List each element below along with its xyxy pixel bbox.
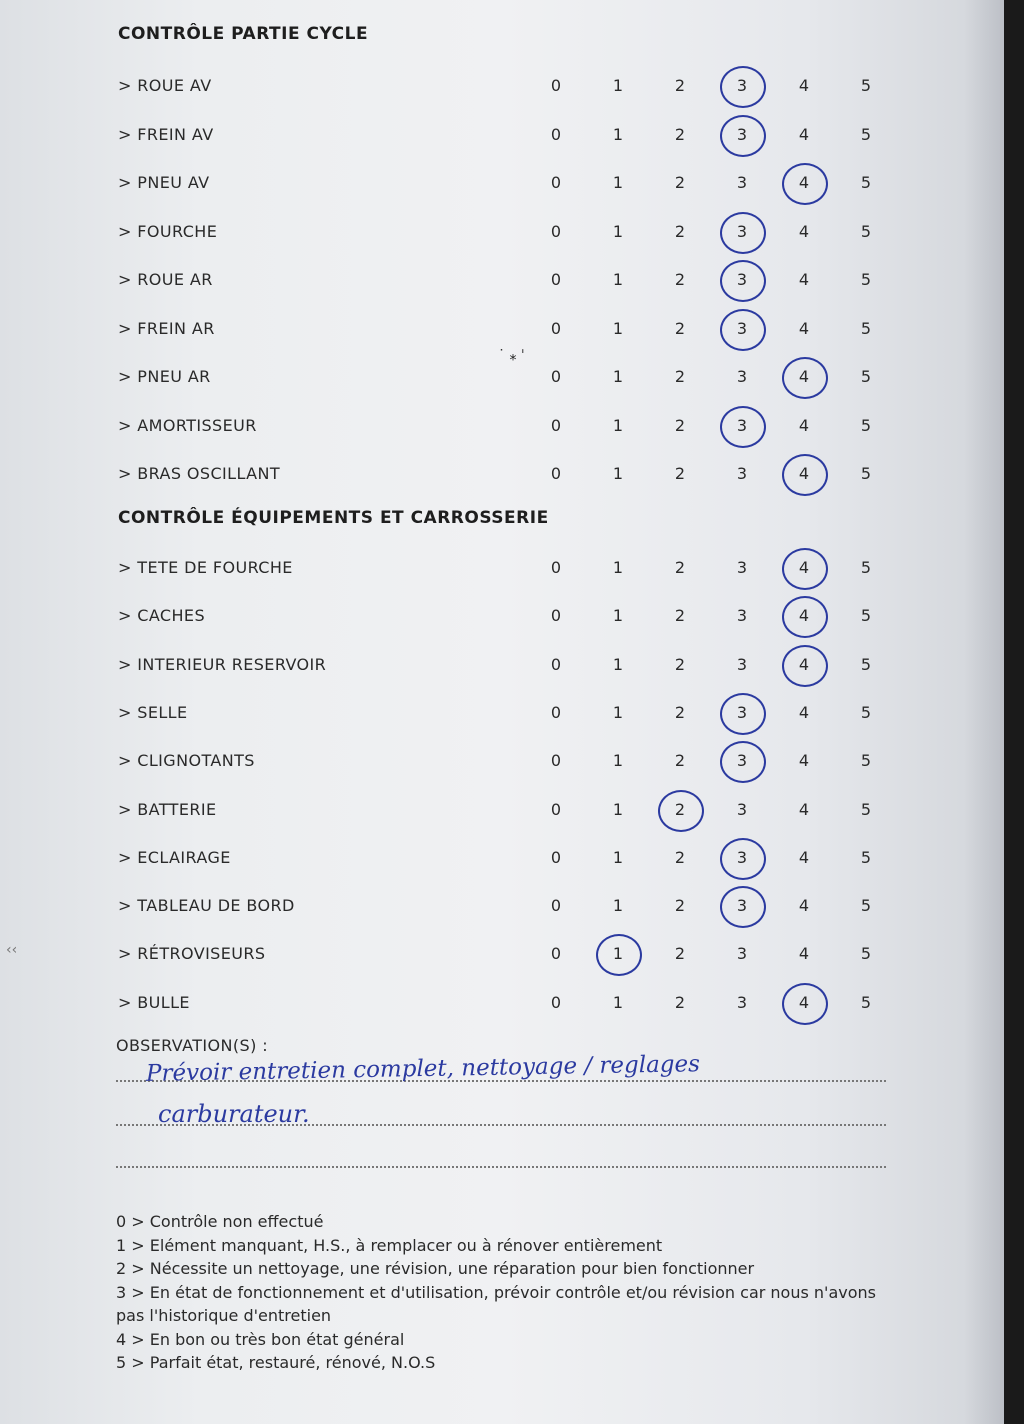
selected-score-circle xyxy=(782,548,828,590)
checklist-row xyxy=(0,699,1004,729)
ink-speck: ‹‹ xyxy=(6,942,18,958)
row-label: > INTERIEUR RESERVOIR xyxy=(118,654,327,674)
row-label: > CLIGNOTANTS xyxy=(118,751,255,771)
selected-score-circle xyxy=(720,309,766,351)
score-option-4[interactable]: 4 xyxy=(798,847,810,867)
score-option-2[interactable]: 2 xyxy=(674,76,686,95)
score-option-1[interactable]: 1 xyxy=(612,464,624,483)
score-option-4[interactable]: 4 xyxy=(798,367,810,386)
score-option-4[interactable]: 4 xyxy=(798,76,810,95)
selected-score-circle xyxy=(782,163,828,205)
score-option-3[interactable]: 3 xyxy=(736,751,748,771)
score-option-5[interactable]: 5 xyxy=(860,751,872,771)
checklist-row xyxy=(0,554,1004,584)
score-option-3[interactable]: 3 xyxy=(736,270,748,289)
score-option-3[interactable]: 3 xyxy=(736,221,748,241)
score-option-1[interactable]: 1 xyxy=(612,367,624,386)
score-option-0[interactable]: 0 xyxy=(550,415,562,435)
score-option-3[interactable]: 3 xyxy=(736,76,748,95)
score-option-3[interactable]: 3 xyxy=(736,464,748,483)
score-option-2[interactable]: 2 xyxy=(674,654,686,674)
score-option-5[interactable]: 5 xyxy=(860,173,872,192)
score-option-5[interactable]: 5 xyxy=(860,464,872,483)
checklist-row xyxy=(0,363,1004,393)
score-option-5[interactable]: 5 xyxy=(860,558,872,577)
score-option-3[interactable]: 3 xyxy=(736,318,748,338)
score-option-1[interactable]: 1 xyxy=(612,702,624,722)
score-option-0[interactable]: 0 xyxy=(550,367,562,386)
score-option-3[interactable]: 3 xyxy=(736,367,748,386)
checklist-row xyxy=(0,940,1004,970)
score-option-3[interactable]: 3 xyxy=(736,173,748,192)
score-option-0[interactable]: 0 xyxy=(550,992,562,1012)
score-option-2[interactable]: 2 xyxy=(674,464,686,483)
score-option-5[interactable]: 5 xyxy=(860,367,872,386)
checklist-row xyxy=(0,121,1004,151)
score-option-1[interactable]: 1 xyxy=(612,558,624,577)
score-option-5[interactable]: 5 xyxy=(860,124,872,144)
score-option-4[interactable]: 4 xyxy=(798,464,810,483)
score-option-4[interactable]: 4 xyxy=(798,270,810,289)
score-option-1[interactable]: 1 xyxy=(612,654,624,674)
score-option-0[interactable]: 0 xyxy=(550,221,562,241)
row-label: > ROUE AR xyxy=(118,270,213,289)
checklist-row xyxy=(0,989,1004,1019)
score-option-0[interactable]: 0 xyxy=(550,896,562,916)
score-option-5[interactable]: 5 xyxy=(860,702,872,722)
checklist-row xyxy=(0,747,1004,777)
row-label: > CACHES xyxy=(118,606,205,626)
checklist-row xyxy=(0,651,1004,681)
score-option-3[interactable]: 3 xyxy=(736,558,748,577)
score-option-0[interactable]: 0 xyxy=(550,606,562,626)
score-option-3[interactable]: 3 xyxy=(736,702,748,722)
score-option-1[interactable]: 1 xyxy=(612,799,624,819)
checklist-row xyxy=(0,412,1004,442)
score-option-4[interactable]: 4 xyxy=(798,799,810,819)
score-option-2[interactable]: 2 xyxy=(674,221,686,241)
score-option-2[interactable]: 2 xyxy=(674,799,686,819)
legend-item: 5 > Parfait état, restauré, rénové, N.O.S xyxy=(116,1353,436,1372)
score-option-1[interactable]: 1 xyxy=(612,606,624,626)
score-option-2[interactable]: 2 xyxy=(674,318,686,338)
score-option-0[interactable]: 0 xyxy=(550,558,562,577)
row-label: > BATTERIE xyxy=(118,799,217,819)
score-option-3[interactable]: 3 xyxy=(736,944,748,964)
legend-item: 1 > Elément manquant, H.S., à remplacer ou à rénover entièrement xyxy=(116,1235,663,1255)
checklist-row xyxy=(0,315,1004,345)
selected-score-circle xyxy=(782,357,828,399)
score-option-4[interactable]: 4 xyxy=(798,944,810,964)
selected-score-circle xyxy=(782,645,828,687)
score-option-1[interactable]: 1 xyxy=(612,270,624,289)
score-option-2[interactable]: 2 xyxy=(674,606,686,626)
score-option-1[interactable]: 1 xyxy=(612,896,624,916)
row-label: > ROUE AV xyxy=(118,76,212,95)
legend-item: 3 > En état de fonctionnement et d'utilisation, prévoir contrôle et/ou révision car nous n'avons pas l'historique d'entretien xyxy=(116,1282,876,1325)
row-label: > FOURCHE xyxy=(118,221,218,241)
section-title-equipment: CONTRÔLE ÉQUIPEMENTS ET CARROSSERIE xyxy=(118,508,549,528)
score-option-4[interactable]: 4 xyxy=(798,606,810,626)
observation-line-3 xyxy=(116,1166,886,1168)
score-option-3[interactable]: 3 xyxy=(736,896,748,916)
score-option-1[interactable]: 1 xyxy=(612,173,624,192)
score-option-5[interactable]: 5 xyxy=(860,944,872,964)
selected-score-circle xyxy=(720,260,766,302)
row-label: > TABLEAU DE BORD xyxy=(118,896,295,916)
score-option-5[interactable]: 5 xyxy=(860,318,872,338)
score-option-3[interactable]: 3 xyxy=(736,654,748,674)
checklist-row xyxy=(0,218,1004,248)
score-option-3[interactable]: 3 xyxy=(736,415,748,435)
row-label: > ECLAIRAGE xyxy=(118,847,231,867)
score-option-5[interactable]: 5 xyxy=(860,270,872,289)
score-option-5[interactable]: 5 xyxy=(860,847,872,867)
score-option-2[interactable]: 2 xyxy=(674,944,686,964)
score-option-5[interactable]: 5 xyxy=(860,896,872,916)
checklist-row xyxy=(0,460,1004,490)
selected-score-circle xyxy=(658,790,704,832)
selected-score-circle xyxy=(782,454,828,496)
legend xyxy=(116,1210,886,1375)
selected-score-circle xyxy=(782,596,828,638)
score-option-4[interactable]: 4 xyxy=(798,221,810,241)
checklist-row xyxy=(0,796,1004,826)
score-option-1[interactable]: 1 xyxy=(612,944,624,964)
legend-item: 2 > Nécessite un nettoyage, une révision, une réparation pour bien fonctionner xyxy=(116,1259,755,1278)
selected-score-circle xyxy=(720,406,766,448)
score-option-0[interactable]: 0 xyxy=(550,173,562,192)
score-option-2[interactable]: 2 xyxy=(674,896,686,916)
score-option-2[interactable]: 2 xyxy=(674,702,686,722)
score-option-4[interactable]: 4 xyxy=(798,173,810,192)
score-option-1[interactable]: 1 xyxy=(612,318,624,338)
score-option-0[interactable]: 0 xyxy=(550,464,562,483)
score-option-1[interactable]: 1 xyxy=(612,124,624,144)
section-title-cycle: CONTRÔLE PARTIE CYCLE xyxy=(118,24,369,44)
score-option-1[interactable]: 1 xyxy=(612,847,624,867)
score-option-3[interactable]: 3 xyxy=(736,606,748,626)
score-option-1[interactable]: 1 xyxy=(612,415,624,435)
score-option-5[interactable]: 5 xyxy=(860,654,872,674)
row-label: > SELLE xyxy=(118,702,188,722)
selected-score-circle xyxy=(720,115,766,157)
row-label: > PNEU AV xyxy=(118,173,210,192)
checklist-row xyxy=(0,844,1004,874)
checklist-row xyxy=(0,602,1004,632)
ink-speck: ˙ ⁎ ˈ xyxy=(498,348,525,364)
score-option-0[interactable]: 0 xyxy=(550,270,562,289)
row-label: > PNEU AR xyxy=(118,367,211,386)
score-option-2[interactable]: 2 xyxy=(674,124,686,144)
score-option-0[interactable]: 0 xyxy=(550,654,562,674)
observations-label: OBSERVATION(S) : xyxy=(116,1036,268,1055)
score-option-1[interactable]: 1 xyxy=(612,76,624,95)
handwritten-observation-1: Prévoir entretien complet, nettoyage / reglages xyxy=(145,1051,701,1087)
row-label: > FREIN AV xyxy=(118,124,214,144)
score-option-5[interactable]: 5 xyxy=(860,415,872,435)
score-option-0[interactable]: 0 xyxy=(550,799,562,819)
score-option-3[interactable]: 3 xyxy=(736,124,748,144)
score-option-1[interactable]: 1 xyxy=(612,751,624,771)
score-option-4[interactable]: 4 xyxy=(798,992,810,1012)
score-option-2[interactable]: 2 xyxy=(674,992,686,1012)
selected-score-circle xyxy=(720,886,766,928)
checklist-row xyxy=(0,892,1004,922)
selected-score-circle xyxy=(720,838,766,880)
score-option-1[interactable]: 1 xyxy=(612,221,624,241)
row-label: > BRAS OSCILLANT xyxy=(118,464,281,483)
score-option-1[interactable]: 1 xyxy=(612,992,624,1012)
score-option-4[interactable]: 4 xyxy=(798,558,810,577)
score-option-2[interactable]: 2 xyxy=(674,173,686,192)
score-option-2[interactable]: 2 xyxy=(674,367,686,386)
checklist-row xyxy=(0,169,1004,199)
score-option-5[interactable]: 5 xyxy=(860,221,872,241)
score-option-0[interactable]: 0 xyxy=(550,751,562,771)
score-option-0[interactable]: 0 xyxy=(550,847,562,867)
score-option-4[interactable]: 4 xyxy=(798,751,810,771)
row-label: > BULLE xyxy=(118,992,190,1012)
row-label: > FREIN AR xyxy=(118,318,215,338)
score-option-5[interactable]: 5 xyxy=(860,799,872,819)
score-option-2[interactable]: 2 xyxy=(674,415,686,435)
selected-score-circle xyxy=(720,212,766,254)
score-option-4[interactable]: 4 xyxy=(798,654,810,674)
score-option-4[interactable]: 4 xyxy=(798,702,810,722)
selected-score-circle xyxy=(720,693,766,735)
score-option-3[interactable]: 3 xyxy=(736,992,748,1012)
checklist-row xyxy=(0,72,1004,102)
score-option-4[interactable]: 4 xyxy=(798,124,810,144)
score-option-2[interactable]: 2 xyxy=(674,847,686,867)
score-option-0[interactable]: 0 xyxy=(550,944,562,964)
legend-item: 0 > Contrôle non effectué xyxy=(116,1212,324,1231)
score-option-0[interactable]: 0 xyxy=(550,124,562,144)
handwritten-observation-2: carburateur. xyxy=(158,1100,310,1128)
checklist-row xyxy=(0,266,1004,296)
score-option-5[interactable]: 5 xyxy=(860,992,872,1012)
score-option-4[interactable]: 4 xyxy=(798,896,810,916)
selected-score-circle xyxy=(720,66,766,108)
row-label: > RÉTROVISEURS xyxy=(118,944,266,964)
score-option-2[interactable]: 2 xyxy=(674,751,686,771)
score-option-2[interactable]: 2 xyxy=(674,270,686,289)
score-option-4[interactable]: 4 xyxy=(798,415,810,435)
score-option-0[interactable]: 0 xyxy=(550,702,562,722)
score-option-4[interactable]: 4 xyxy=(798,318,810,338)
selected-score-circle xyxy=(720,741,766,783)
legend-item: 4 > En bon ou très bon état général xyxy=(116,1329,405,1349)
selected-score-circle xyxy=(782,983,828,1025)
score-option-3[interactable]: 3 xyxy=(736,847,748,867)
score-option-2[interactable]: 2 xyxy=(674,558,686,577)
score-option-3[interactable]: 3 xyxy=(736,799,748,819)
row-label: > AMORTISSEUR xyxy=(118,415,257,435)
score-option-5[interactable]: 5 xyxy=(860,606,872,626)
score-option-0[interactable]: 0 xyxy=(550,318,562,338)
row-label: > TETE DE FOURCHE xyxy=(118,558,293,577)
score-option-5[interactable]: 5 xyxy=(860,76,872,95)
selected-score-circle xyxy=(596,934,642,976)
score-option-0[interactable]: 0 xyxy=(550,76,562,95)
